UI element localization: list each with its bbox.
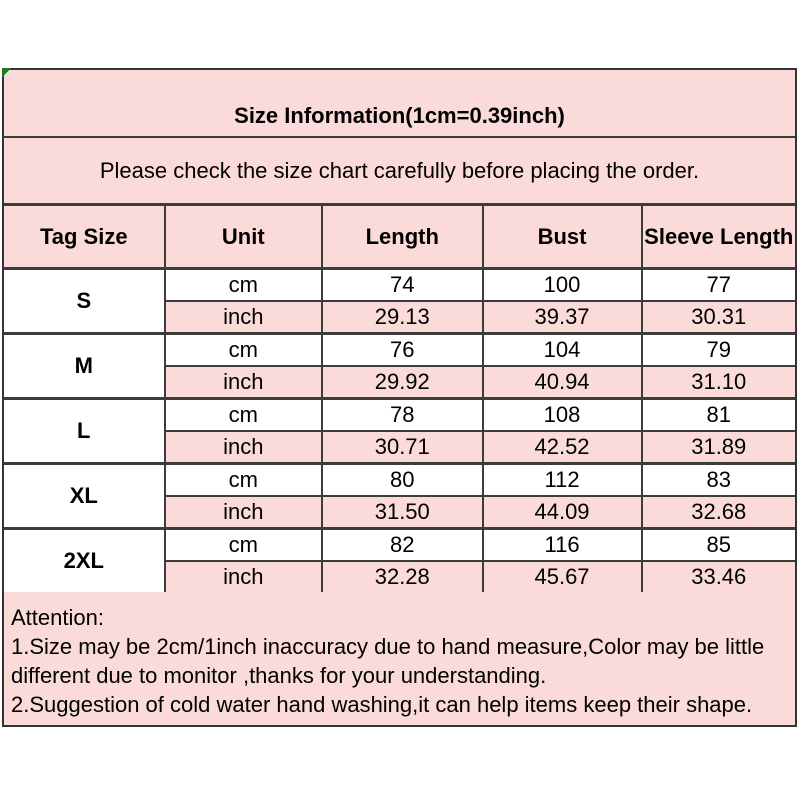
bust-value: 40.94 [483, 366, 642, 399]
unit-cell: cm [165, 399, 322, 432]
size-chart-subtitle: Please check the size chart carefully before placing the order. [4, 138, 795, 206]
bust-value: 116 [483, 529, 642, 562]
unit-cell: inch [165, 431, 322, 464]
sleeve-length-value: 79 [642, 334, 795, 367]
sleeve-length-value: 30.31 [642, 301, 795, 334]
length-value: 74 [322, 269, 483, 302]
unit-cell: inch [165, 496, 322, 529]
bust-value: 104 [483, 334, 642, 367]
sleeve-length-value: 77 [642, 269, 795, 302]
sleeve-length-value: 31.89 [642, 431, 795, 464]
attention-note-2: 2.Suggestion of cold water hand washing,it can help items keep their shape. [11, 692, 753, 717]
unit-cell: inch [165, 366, 322, 399]
bust-value: 112 [483, 464, 642, 497]
length-value: 31.50 [322, 496, 483, 529]
bust-value: 42.52 [483, 431, 642, 464]
table-row-2xl-cm [4, 529, 795, 562]
green-corner-marker-icon [2, 68, 11, 77]
bust-value: 45.67 [483, 561, 642, 592]
unit-cell: cm [165, 529, 322, 562]
table-row-m-cm [4, 334, 795, 367]
size-label-xl: XL [4, 464, 165, 529]
page-title: Size Information(1cm=0.39inch) [4, 70, 795, 138]
bust-value: 108 [483, 399, 642, 432]
size-chart-card [2, 68, 797, 727]
length-value: 80 [322, 464, 483, 497]
sleeve-length-value: 81 [642, 399, 795, 432]
header-length: Length [322, 206, 483, 269]
size-label-s: S [4, 269, 165, 334]
size-label-m: M [4, 334, 165, 399]
table-row-xl-cm [4, 464, 795, 497]
header-sleeve-length: Sleeve Length [642, 206, 795, 269]
unit-cell: inch [165, 301, 322, 334]
sleeve-length-value: 83 [642, 464, 795, 497]
header-tag-size: Tag Size [4, 206, 165, 269]
sleeve-length-value: 85 [642, 529, 795, 562]
bust-value: 44.09 [483, 496, 642, 529]
header-bust: Bust [483, 206, 642, 269]
attention-heading: Attention: [11, 605, 104, 630]
sleeve-length-value: 31.10 [642, 366, 795, 399]
bust-value: 100 [483, 269, 642, 302]
unit-cell: cm [165, 334, 322, 367]
bust-value: 39.37 [483, 301, 642, 334]
size-table-header-row [4, 206, 795, 269]
unit-cell: cm [165, 269, 322, 302]
sleeve-length-value: 32.68 [642, 496, 795, 529]
length-value: 30.71 [322, 431, 483, 464]
length-value: 29.92 [322, 366, 483, 399]
header-unit: Unit [165, 206, 322, 269]
length-value: 78 [322, 399, 483, 432]
size-label-2xl: 2XL [4, 529, 165, 593]
unit-cell: cm [165, 464, 322, 497]
sleeve-length-value: 33.46 [642, 561, 795, 592]
length-value: 76 [322, 334, 483, 367]
length-value: 29.13 [322, 301, 483, 334]
attention-note-1: 1.Size may be 2cm/1inch inaccuracy due to hand measure,Color may be little different due to monitor ,thanks for your understanding. [11, 634, 765, 688]
length-value: 82 [322, 529, 483, 562]
table-row-l-cm [4, 399, 795, 432]
table-row-s-cm [4, 269, 795, 302]
length-value: 32.28 [322, 561, 483, 592]
unit-cell: inch [165, 561, 322, 592]
size-label-l: L [4, 399, 165, 464]
attention-section [4, 592, 795, 725]
size-table [4, 206, 795, 592]
